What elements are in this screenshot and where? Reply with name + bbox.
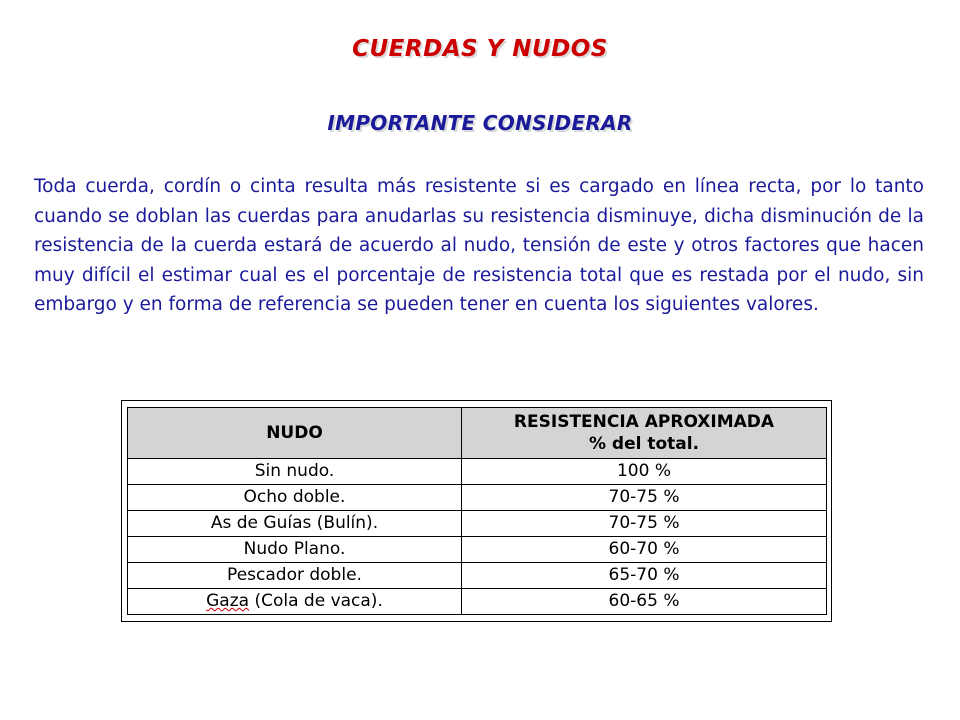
header-resistance <box>462 408 827 459</box>
knot-name: Pescador doble. <box>128 563 462 589</box>
table-row <box>128 563 827 589</box>
knot-resistance: 100 % <box>462 459 827 485</box>
header-resistance-line1: RESISTENCIA APROXIMADA <box>513 412 775 432</box>
knot-resistance: 65-70 % <box>462 563 827 589</box>
knot-name: Nudo Plano. <box>128 537 462 563</box>
table-row <box>128 511 827 537</box>
knot-name: Ocho doble. <box>128 485 462 511</box>
knot-resistance: 70-75 % <box>462 485 827 511</box>
table-row <box>128 537 827 563</box>
table-row <box>128 589 827 615</box>
header-knot: NUDO <box>128 408 462 459</box>
page-title: CUERDAS Y NUDOS <box>352 36 608 62</box>
knot-resistance: 60-65 % <box>462 589 827 615</box>
knot-name: Sin nudo. <box>128 459 462 485</box>
knot-resistance-table <box>127 407 827 615</box>
knot-name: As de Guías (Bulín). <box>128 511 462 537</box>
intro-paragraph: Toda cuerda, cordín o cinta resulta más resistente si es cargado en línea recta, por lo tanto cuando se doblan las cuerdas para anudarlas su resistencia disminuye, dicha disminución de la resistencia de la cuerda estará de acuerdo al nudo, tensión de este y otros factores que hacen muy difícil el estimar cual es el porcentaje de resistencia total que es restada por el nudo, sin embargo y en forma de referencia se pueden tener en cuenta los siguientes valores. <box>34 176 924 315</box>
knot-name-rest: (Cola de vaca). <box>249 591 383 611</box>
knot-name <box>128 589 462 615</box>
knot-resistance: 70-75 % <box>462 511 827 537</box>
header-resistance-line2: % del total. <box>588 434 700 454</box>
section-subtitle: IMPORTANTE CONSIDERAR <box>327 111 633 135</box>
table-row <box>128 459 827 485</box>
spellcheck-underlined-word: Gaza <box>206 591 250 611</box>
table-header-row <box>128 408 827 459</box>
knot-resistance-table-frame <box>121 400 832 622</box>
knot-resistance: 60-70 % <box>462 537 827 563</box>
table-row <box>128 485 827 511</box>
